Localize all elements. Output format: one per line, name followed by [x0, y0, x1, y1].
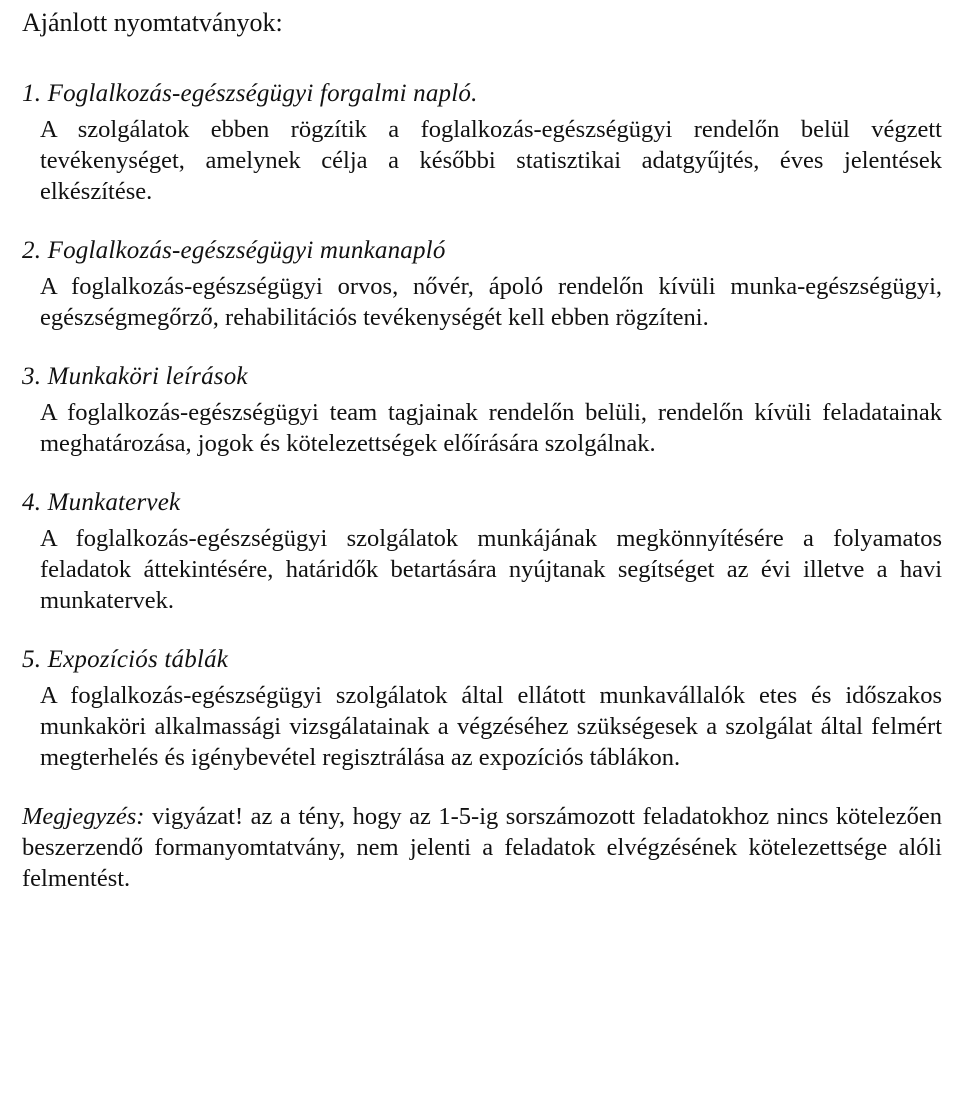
note-paragraph [22, 801, 942, 894]
section-number: 2. [22, 237, 42, 264]
note-text: vigyázat! az a tény, hogy az 1-5-ig sorszámozott feladatokhoz nincs kötelezően beszerzendő formanyomtatvány, nem jelenti a feladatok elvégzésének kötelezettsége alóli felmentést. [22, 803, 942, 892]
section-title: Expozíciós táblák [47, 646, 229, 673]
section-number: 4. [22, 489, 42, 516]
section-number: 3. [22, 363, 42, 390]
section-3 [22, 361, 942, 459]
section-title: Foglalkozás-egészségügyi forgalmi napló. [47, 80, 478, 107]
section-body: A foglalkozás-egészségügyi szolgálatok által ellátott munkavállalók etes és időszakos munkaköri alkalmassági vizsgálatainak a végzéséhez szükségesek a szolgálat által felmért megterhelés és igénybevétel regisztrálása az expozíciós táblákon. [40, 682, 942, 771]
section-number: 1. [22, 80, 42, 107]
section-body: A szolgálatok ebben rögzítik a foglalkozás-egészségügyi rendelőn belül végzett tevékenységet, amelynek célja a későbbi statisztikai adatgyűjtés, éves jelentések elkészítése. [40, 116, 942, 205]
section-heading [22, 78, 942, 110]
section-body: A foglalkozás-egészségügyi szolgálatok munkájának megkönnyítésére a folyamatos feladatok áttekintésére, határidők betartására nyújtanak segítséget az évi illetve a havi munkatervek. [40, 525, 942, 614]
section-title: Munkaköri leírások [47, 363, 248, 390]
section-heading [22, 361, 942, 393]
section-title: Munkatervek [47, 489, 181, 516]
section-heading [22, 487, 942, 519]
section-1 [22, 78, 942, 207]
section-title: Foglalkozás-egészségügyi munkanapló [47, 237, 446, 264]
section-body: A foglalkozás-egészségügyi orvos, nővér, ápoló rendelőn kívüli munka-egészségügyi, egészségmegőrző, rehabilitációs tevékenységét kell ebben rögzíteni. [40, 273, 942, 331]
section-5 [22, 644, 942, 773]
section-2 [22, 235, 942, 333]
page-title: Ajánlott nyomtatványok: [22, 8, 283, 37]
section-heading [22, 235, 942, 267]
section-number: 5. [22, 646, 42, 673]
section-4 [22, 487, 942, 616]
section-heading [22, 644, 942, 676]
note-label: Megjegyzés: [22, 803, 145, 830]
section-body: A foglalkozás-egészségügyi team tagjainak rendelőn belüli, rendelőn kívüli feladatainak meghatározása, jogok és kötelezettségek előírására szolgálnak. [40, 399, 942, 457]
